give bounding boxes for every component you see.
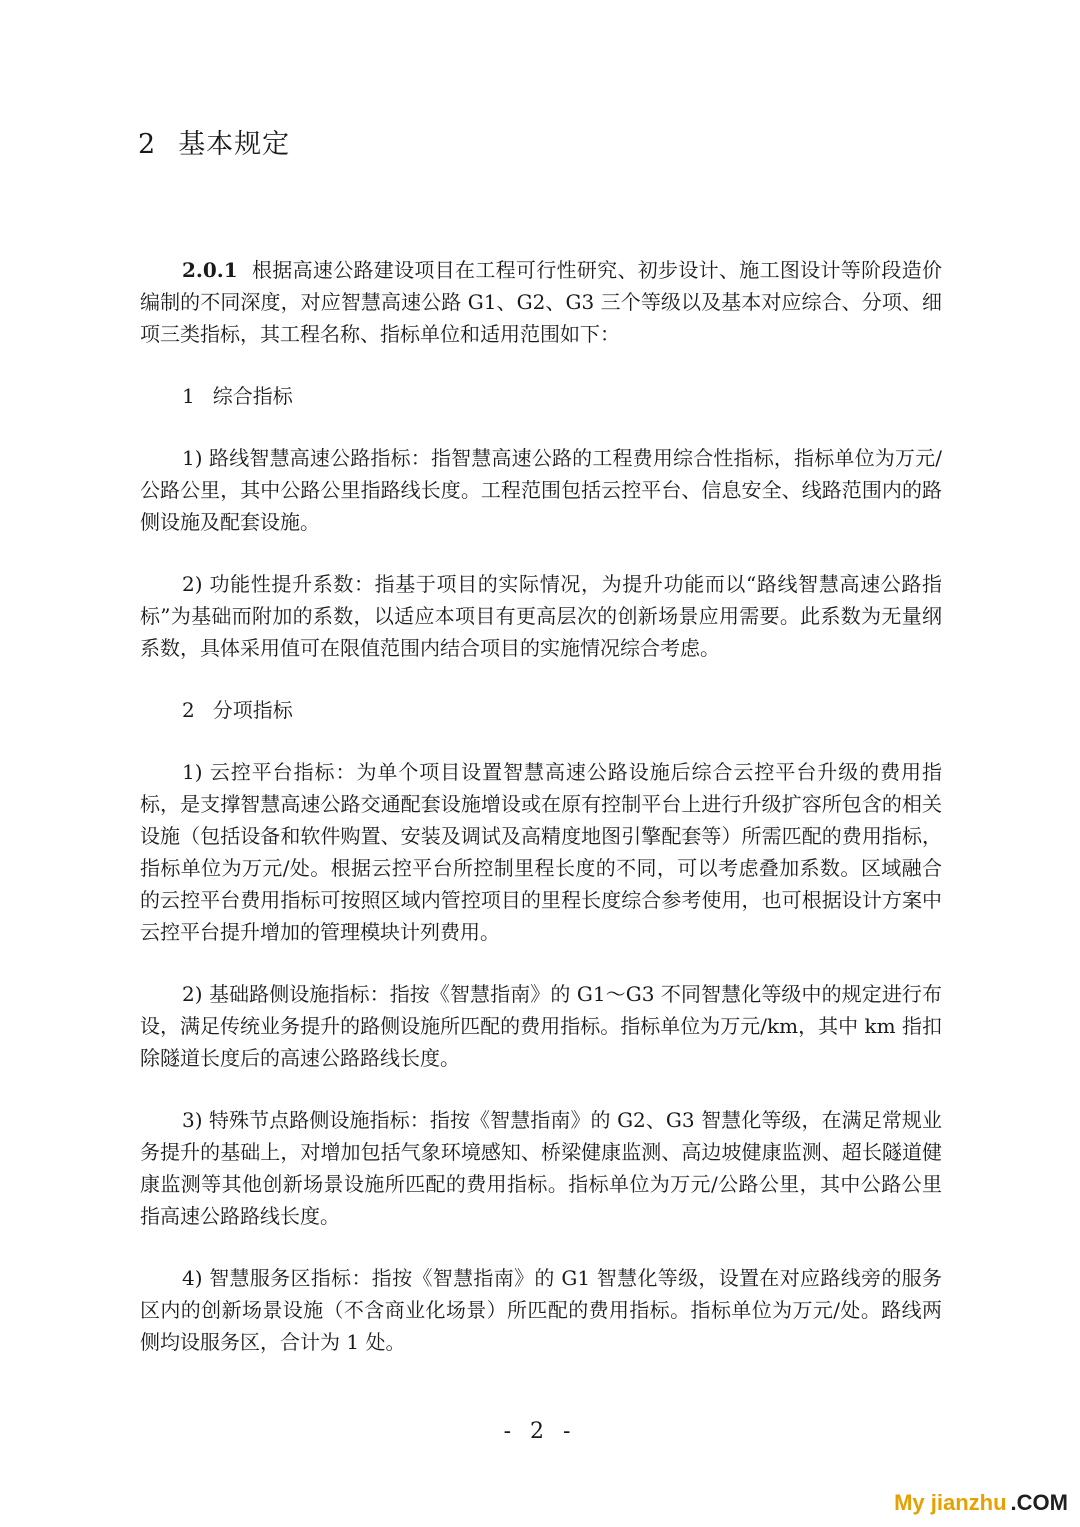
clause-text: 根据高速公路建设项目在工程可行性研究、初步设计、施工图设计等阶段造价编制的不同深度，对应智慧高速公路 G1、G2、G3 三个等级以及基本对应综合、分项、细项三类指标，其工程名称、指标单位和适用范围如下： xyxy=(140,258,942,346)
section-title: 分项指标 xyxy=(212,698,293,722)
section-heading-2 xyxy=(182,694,293,726)
clause-number: 2.0.1 xyxy=(182,258,238,282)
clause-2-0-1 xyxy=(140,254,942,350)
watermark-logo xyxy=(894,1490,1068,1516)
page-number: - 2 - xyxy=(503,1419,577,1444)
paragraph-item: 2) 基础路侧设施指标：指按《智慧指南》的 G1～G3 不同智慧化等级中的规定进行布设，满足传统业务提升的路侧设施所匹配的费用指标。指标单位为万元/km，其中 km 指扣除隧道长度后的高速公路路线长度。 xyxy=(140,982,942,1070)
chapter-title-text: 基本规定 xyxy=(178,129,291,160)
chapter-number: 2 xyxy=(138,129,157,160)
section-title: 综合指标 xyxy=(212,384,293,408)
paragraph-item: 4) 智慧服务区指标：指按《智慧指南》的 G1 智慧化等级，设置在对应路线旁的服务区内的创新场景设施（不含商业化场景）所匹配的费用指标。指标单位为万元/处。路线两侧均设服务区，合计为 1 处。 xyxy=(140,1266,942,1354)
paragraph-item: 2) 功能性提升系数：指基于项目的实际情况，为提升功能而以“路线智慧高速公路指标”为基础而附加的系数，以适应本项目有更高层次的创新场景应用需要。此系数为无量纲系数，具体采用值可在限值范围内结合项目的实施情况综合考虑。 xyxy=(140,572,942,660)
paragraph-item: 3) 特殊节点路侧设施指标：指按《智慧指南》的 G2、G3 智慧化等级，在满足常规业务提升的基础上，对增加包括气象环境感知、桥梁健康监测、高边坡健康监测、超长隧道健康监测等其他创新场景设施所匹配的费用指标。指标单位为万元/公路公里，其中公路公里指高速公路路线长度。 xyxy=(140,1108,942,1228)
watermark-suffix: .COM xyxy=(1010,1490,1068,1515)
paragraph-item: 1) 云控平台指标：为单个项目设置智慧高速公路设施后综合云控平台升级的费用指标，是支撑智慧高速公路交通配套设施增设或在原有控制平台上进行升级扩容所包含的相关设施（包括设备和软件购置、安装及调试及高精度地图引擎配套等）所需匹配的费用指标，指标单位为万元/处。根据云控平台所控制里程长度的不同，可以考虑叠加系数。区域融合的云控平台费用指标可按照区域内管控项目的里程长度综合参考使用，也可根据设计方案中云控平台提升增加的管理模块计列费用。 xyxy=(140,760,942,944)
section-number: 2 xyxy=(182,698,195,722)
watermark-text: My jianzhu xyxy=(894,1490,1007,1515)
chapter-title xyxy=(138,122,290,161)
paragraph-item: 1) 路线智慧高速公路指标：指智慧高速公路的工程费用综合性指标，指标单位为万元/公路公里，其中公路公里指路线长度。工程范围包括云控平台、信息安全、线路范围内的路侧设施及配套设施。 xyxy=(140,446,942,534)
section-heading-1 xyxy=(182,380,293,412)
section-number: 1 xyxy=(182,384,195,408)
